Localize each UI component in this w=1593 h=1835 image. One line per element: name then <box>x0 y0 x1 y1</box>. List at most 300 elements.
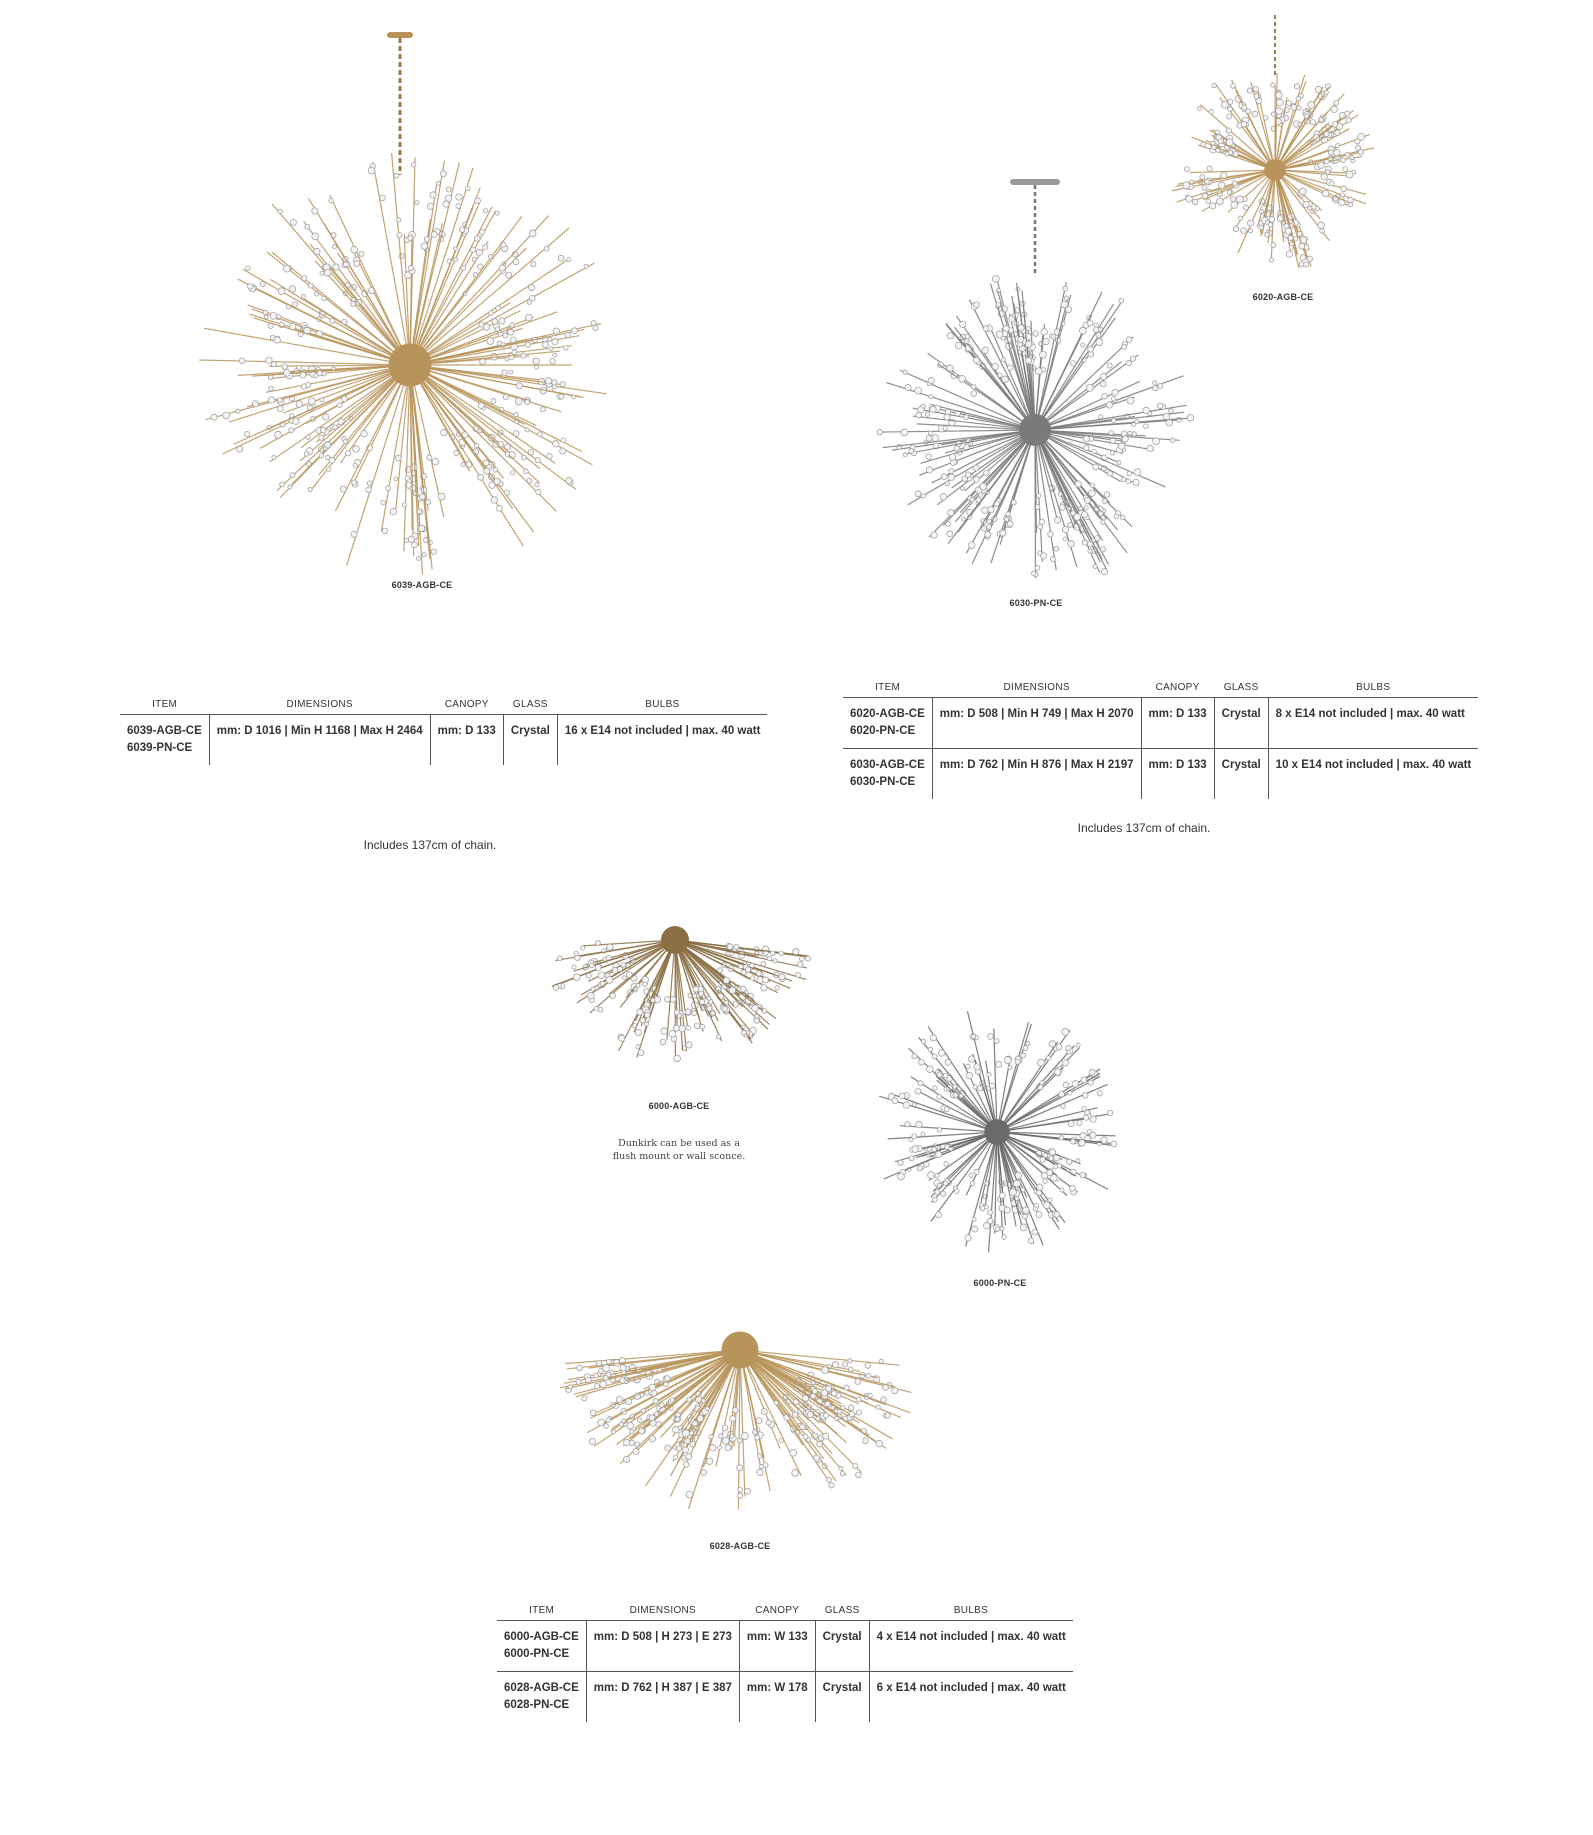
crystal-bead <box>411 542 417 548</box>
crystal-bead <box>935 1151 942 1158</box>
crystal-bead <box>319 453 324 458</box>
crystal-bead <box>1026 1041 1030 1045</box>
crystal-bead <box>1059 1091 1065 1097</box>
crystal-bead <box>397 218 401 222</box>
crystal-bead <box>734 944 739 949</box>
crystal-bead <box>653 1398 658 1403</box>
crystal-bead <box>1059 1136 1063 1140</box>
crystal-bead <box>1080 1172 1086 1178</box>
crystal-bead <box>1054 1212 1060 1218</box>
crystal-bead <box>1243 205 1248 210</box>
crystal-bead <box>915 1088 921 1094</box>
crystal-bead <box>402 503 406 507</box>
crystal-bead <box>966 1073 972 1079</box>
crystal-bead <box>574 951 578 955</box>
crystal-bead <box>1126 337 1132 343</box>
crystal-bead <box>566 477 572 483</box>
crystal-bead <box>918 1081 923 1086</box>
crystal-bead <box>476 249 482 255</box>
crystal-bead <box>825 1401 831 1407</box>
glass-cell: Crystal <box>815 1621 869 1672</box>
crystal-bead <box>333 425 338 430</box>
crystal-bead <box>937 1128 942 1133</box>
crystal-bead <box>1219 182 1226 189</box>
crystal-bead <box>470 247 475 252</box>
crystal-bead <box>1341 186 1347 192</box>
crystal-bead <box>1341 158 1346 163</box>
crystal-bead <box>293 418 299 424</box>
crystal-bead <box>563 345 568 350</box>
crystal-bead <box>1228 99 1233 104</box>
crystal-bead <box>822 1367 829 1374</box>
crystal-bead <box>1252 111 1258 117</box>
crystal-bead <box>953 1092 958 1097</box>
crystal-bead <box>1033 1207 1037 1211</box>
crystal-bead <box>1144 424 1149 429</box>
crystal-bead <box>1025 357 1031 363</box>
crystal-bead <box>949 468 954 473</box>
crystal-bead <box>268 375 273 380</box>
crystal-bead <box>590 1410 596 1416</box>
crystal-bead <box>1299 188 1306 195</box>
table-row <box>843 698 1478 749</box>
crystal-bead <box>659 1403 664 1408</box>
fixture-arm <box>1275 87 1329 170</box>
crystal-bead <box>868 1393 872 1397</box>
crystal-bead <box>302 276 307 281</box>
crystal-bead <box>308 398 315 405</box>
crystal-bead <box>988 506 994 512</box>
crystal-bead <box>278 288 285 295</box>
product-code-6000-agb: 6000-AGB-CE <box>648 1101 710 1111</box>
crystal-bead <box>297 365 302 370</box>
crystal-bead <box>366 487 372 493</box>
crystal-bead <box>807 1411 813 1417</box>
crystal-bead <box>547 454 553 460</box>
crystal-bead <box>938 1050 945 1057</box>
crystal-bead <box>970 1181 975 1186</box>
crystal-bead <box>395 455 401 461</box>
crystal-bead <box>431 549 436 554</box>
crystal-bead <box>620 1365 626 1371</box>
crystal-bead <box>443 201 449 207</box>
crystal-bead <box>361 431 367 437</box>
crystal-bead <box>1083 436 1089 442</box>
crystal-bead <box>337 403 342 408</box>
crystal-bead <box>973 465 979 471</box>
crystal-bead <box>550 359 555 364</box>
crystal-bead <box>496 505 502 511</box>
crystal-bead <box>289 323 296 330</box>
table-row <box>843 749 1478 800</box>
crystal-bead <box>289 286 295 292</box>
crystal-bead <box>686 1454 692 1460</box>
crystal-bead <box>1051 334 1056 339</box>
crystal-bead <box>508 329 514 335</box>
crystal-bead <box>972 1226 978 1232</box>
crystal-bead <box>966 1064 971 1069</box>
crystal-bead <box>1068 541 1075 548</box>
crystal-bead <box>716 986 720 990</box>
crystal-bead <box>503 394 509 400</box>
crystal-bead <box>1112 389 1118 395</box>
crystal-bead <box>1238 216 1242 220</box>
crystal-bead <box>917 1165 923 1171</box>
crystal-bead <box>305 224 310 229</box>
crystal-bead <box>705 1407 709 1411</box>
crystal-bead <box>1345 152 1350 157</box>
crystal-bead <box>1054 546 1059 551</box>
crystal-bead <box>266 357 272 363</box>
crystal-bead <box>883 1384 889 1390</box>
crystal-bead <box>933 1086 938 1091</box>
crystal-bead <box>1102 393 1108 399</box>
crystal-bead <box>635 1442 640 1447</box>
crystal-bead <box>1060 1188 1064 1192</box>
crystal-bead <box>317 371 322 376</box>
fixture-arm <box>1200 105 1275 170</box>
crystal-bead <box>277 406 283 412</box>
crystal-bead <box>1325 170 1329 174</box>
crystal-bead <box>1079 1140 1085 1146</box>
crystal-bead <box>474 236 480 242</box>
crystal-bead <box>1294 84 1299 89</box>
crystal-bead <box>969 1173 973 1177</box>
crystal-bead <box>1226 139 1233 146</box>
crystal-bead <box>921 1039 925 1043</box>
crystal-bead <box>478 474 484 480</box>
crystal-bead <box>629 1429 633 1433</box>
crystal-bead <box>542 341 548 347</box>
crystal-bead <box>1335 130 1340 135</box>
crystal-bead <box>623 1456 629 1462</box>
crystal-bead <box>487 338 494 345</box>
crystal-bead <box>1092 449 1097 454</box>
crystal-bead <box>603 1365 610 1372</box>
crystal-bead <box>1089 1069 1095 1075</box>
crystal-bead <box>1153 385 1158 390</box>
crystal-bead <box>1202 185 1207 190</box>
crystal-bead <box>472 257 477 262</box>
crystal-bead <box>964 415 969 420</box>
crystal-bead <box>1039 519 1044 524</box>
crystal-bead <box>535 458 540 463</box>
crystal-bead <box>453 247 457 251</box>
col-header-canopy: CANOPY <box>1141 681 1214 698</box>
crystal-bead <box>1072 1081 1079 1088</box>
crystal-bead <box>707 1458 713 1464</box>
col-header-dimensions: DIMENSIONS <box>932 681 1141 698</box>
crystal-bead <box>1043 1179 1048 1184</box>
crystal-bead <box>1084 506 1088 510</box>
crystal-bead <box>755 1014 759 1018</box>
crystal-bead <box>935 1190 940 1195</box>
crystal-bead <box>1082 540 1087 545</box>
crystal-bead <box>638 1050 644 1056</box>
crystal-bead <box>492 319 498 325</box>
crystal-bead <box>503 333 508 338</box>
crystal-bead <box>1227 190 1231 194</box>
crystal-bead <box>427 455 432 460</box>
crystal-bead <box>984 470 990 476</box>
crystal-bead <box>973 476 979 482</box>
crystal-bead <box>928 377 934 383</box>
crystal-bead <box>909 1138 913 1142</box>
crystal-bead <box>353 446 360 453</box>
item-cell: 6028-AGB-CE 6028-PN-CE <box>497 1672 586 1723</box>
crystal-bead <box>390 508 397 515</box>
crystal-bead <box>598 972 605 979</box>
crystal-bead <box>1127 471 1132 476</box>
crystal-bead <box>525 342 530 347</box>
crystal-bead <box>737 1465 743 1471</box>
crystal-bead <box>283 265 290 272</box>
crystal-bead <box>320 427 326 433</box>
crystal-bead <box>319 435 324 440</box>
crystal-bead <box>752 1005 759 1012</box>
crystal-bead <box>944 1107 949 1112</box>
crystal-bead <box>586 973 591 978</box>
crystal-bead <box>844 1385 849 1390</box>
crystal-bead <box>278 398 283 403</box>
bulbs-cell: 4 x E14 not included | max. 40 watt <box>869 1621 1073 1672</box>
crystal-bead <box>840 1471 845 1476</box>
crystal-bead <box>324 269 331 276</box>
crystal-bead <box>408 236 413 241</box>
crystal-bead <box>1037 493 1042 498</box>
crystal-bead <box>1055 517 1061 523</box>
crystal-bead <box>1318 222 1325 229</box>
crystal-bead <box>932 435 939 442</box>
flush-note-line-2: flush mount or wall sconce. <box>612 1151 746 1162</box>
crystal-bead <box>1121 477 1126 482</box>
crystal-bead <box>732 1407 738 1413</box>
crystal-bead <box>1093 327 1099 333</box>
fixture-arm <box>272 252 410 365</box>
crystal-bead <box>928 1047 933 1052</box>
crystal-bead <box>1043 1202 1050 1209</box>
crystal-bead <box>955 342 962 349</box>
crystal-bead <box>926 467 932 473</box>
col-header-glass: GLASS <box>815 1604 869 1621</box>
crystal-bead <box>593 325 598 330</box>
crystal-bead <box>415 200 419 204</box>
crystal-bead <box>885 1413 891 1419</box>
crystal-bead <box>877 429 883 435</box>
crystal-bead <box>1348 202 1352 206</box>
crystal-bead <box>559 394 564 399</box>
crystal-bead <box>660 1039 666 1045</box>
crystal-bead <box>649 1436 655 1442</box>
crystal-bead <box>422 553 426 557</box>
crystal-bead <box>359 251 364 256</box>
fixture-hub <box>722 1332 759 1369</box>
crystal-bead <box>945 1059 951 1065</box>
crystal-bead <box>916 1121 923 1128</box>
crystal-bead <box>674 1025 680 1031</box>
crystal-bead <box>505 452 510 457</box>
crystal-bead <box>1183 182 1190 189</box>
crystal-bead <box>915 387 922 394</box>
crystal-bead <box>1321 174 1327 180</box>
crystal-bead <box>805 956 810 961</box>
crystal-bead <box>351 301 356 306</box>
crystal-bead <box>525 428 529 432</box>
crystal-bead <box>1026 326 1030 330</box>
crystal-bead <box>534 365 538 369</box>
crystal-bead <box>649 1415 655 1421</box>
crystal-bead <box>1271 83 1275 87</box>
crystal-bead <box>1067 1159 1072 1164</box>
crystal-bead <box>1083 445 1089 451</box>
crystal-bead <box>693 986 699 992</box>
crystal-bead <box>438 493 445 500</box>
crystal-bead <box>1089 490 1096 497</box>
crystal-bead <box>568 1385 572 1389</box>
col-header-canopy: CANOPY <box>739 1604 815 1621</box>
crystal-bead <box>995 1227 999 1231</box>
crystal-bead <box>606 1359 611 1364</box>
crystal-bead <box>1081 1077 1087 1083</box>
crystal-bead <box>901 429 908 436</box>
crystal-bead <box>834 1416 838 1420</box>
crystal-bead <box>404 538 408 542</box>
crystal-bead <box>848 1359 852 1363</box>
crystal-bead <box>1002 358 1006 362</box>
crystal-bead <box>1300 255 1306 261</box>
crystal-bead <box>1299 262 1304 267</box>
col-header-bulbs: BULBS <box>1268 681 1478 698</box>
crystal-bead <box>673 1455 677 1459</box>
crystal-bead <box>548 337 552 341</box>
crystal-bead <box>496 306 501 311</box>
crystal-bead <box>971 391 977 397</box>
crystal-bead <box>423 538 428 543</box>
crystal-bead <box>937 1094 942 1099</box>
crystal-bead <box>839 1466 843 1470</box>
crystal-bead <box>558 255 564 261</box>
crystal-bead <box>272 456 276 460</box>
crystal-bead <box>856 1397 861 1402</box>
crystal-bead <box>1176 417 1181 422</box>
crystal-bead <box>1329 181 1334 186</box>
crystal-bead <box>1038 551 1042 555</box>
crystal-bead <box>237 446 243 452</box>
crystal-bead <box>881 1397 887 1403</box>
crystal-bead <box>1230 196 1236 202</box>
crystal-bead <box>1166 420 1173 427</box>
flush-note-line-1: Dunkirk can be used as a <box>618 1138 740 1149</box>
crystal-bead <box>1102 499 1107 504</box>
crystal-bead <box>1040 1157 1045 1162</box>
crystal-bead <box>338 419 345 426</box>
crystal-bead <box>1101 520 1105 524</box>
crystal-bead <box>247 284 253 290</box>
crystal-bead <box>567 258 571 262</box>
crystal-bead <box>800 956 805 961</box>
crystal-bead <box>596 1360 602 1366</box>
crystal-bead <box>1049 1041 1055 1047</box>
crystal-bead <box>1035 368 1042 375</box>
product-code-6030: 6030-PN-CE <box>1009 598 1063 608</box>
crystal-bead <box>282 364 287 369</box>
crystal-bead <box>692 1421 697 1426</box>
crystal-bead <box>1232 181 1237 186</box>
crystal-bead <box>1157 403 1163 409</box>
crystal-bead <box>737 1438 742 1443</box>
crystal-bead <box>1147 445 1153 451</box>
crystal-bead <box>965 1235 971 1241</box>
crystal-bead <box>1006 512 1010 516</box>
crystal-bead <box>686 1042 692 1048</box>
crystal-bead <box>552 339 558 345</box>
crystal-bead <box>826 1477 831 1482</box>
crystal-bead <box>483 245 488 250</box>
crystal-bead <box>495 211 499 215</box>
crystal-bead <box>421 243 428 250</box>
crystal-bead <box>909 449 914 454</box>
col-header-glass: GLASS <box>503 698 557 715</box>
crystal-bead <box>761 985 767 991</box>
crystal-bead <box>750 976 755 981</box>
fixture-arm <box>410 207 492 365</box>
crystal-bead <box>699 991 704 996</box>
crystal-bead <box>1299 243 1305 249</box>
crystal-bead <box>1271 243 1276 248</box>
crystal-bead <box>661 1028 668 1035</box>
crystal-bead <box>685 1438 690 1443</box>
col-header-item: ITEM <box>843 681 932 698</box>
crystal-bead <box>211 414 217 420</box>
crystal-bead <box>459 227 465 233</box>
crystal-bead <box>831 1391 837 1397</box>
crystal-bead <box>478 264 483 269</box>
crystal-bead <box>664 996 670 1002</box>
crystal-bead <box>1002 331 1008 337</box>
crystal-bead <box>968 1056 974 1062</box>
crystal-bead <box>915 491 921 497</box>
bulbs-cell: 10 x E14 not included | max. 40 watt <box>1268 749 1478 800</box>
crystal-bead <box>529 295 535 301</box>
fixture-hub <box>389 344 432 387</box>
crystal-bead <box>1002 1235 1007 1240</box>
crystal-bead <box>651 998 655 1002</box>
crystal-bead <box>1066 1045 1071 1050</box>
fixture-hub <box>1019 414 1051 446</box>
crystal-bead <box>576 1379 581 1384</box>
crystal-bead <box>821 1390 828 1397</box>
crystal-bead <box>936 1212 942 1218</box>
crystal-bead <box>973 1085 977 1089</box>
crystal-bead <box>333 264 339 270</box>
crystal-bead <box>1063 286 1068 291</box>
crystal-bead <box>932 1054 937 1059</box>
crystal-bead <box>899 1093 905 1099</box>
crystal-bead <box>709 1445 716 1452</box>
crystal-bead <box>323 414 329 420</box>
crystal-bead <box>523 469 528 474</box>
crystal-bead <box>1248 229 1252 233</box>
canopy-cell: mm: W 133 <box>739 1621 815 1672</box>
crystal-bead <box>983 1222 990 1229</box>
crystal-bead <box>354 261 360 267</box>
crystal-bead <box>268 323 273 328</box>
crystal-bead <box>488 254 492 258</box>
crystal-bead <box>565 332 571 338</box>
crystal-bead <box>757 1454 761 1458</box>
crystal-bead <box>1090 1132 1096 1138</box>
crystal-bead <box>1084 497 1090 503</box>
